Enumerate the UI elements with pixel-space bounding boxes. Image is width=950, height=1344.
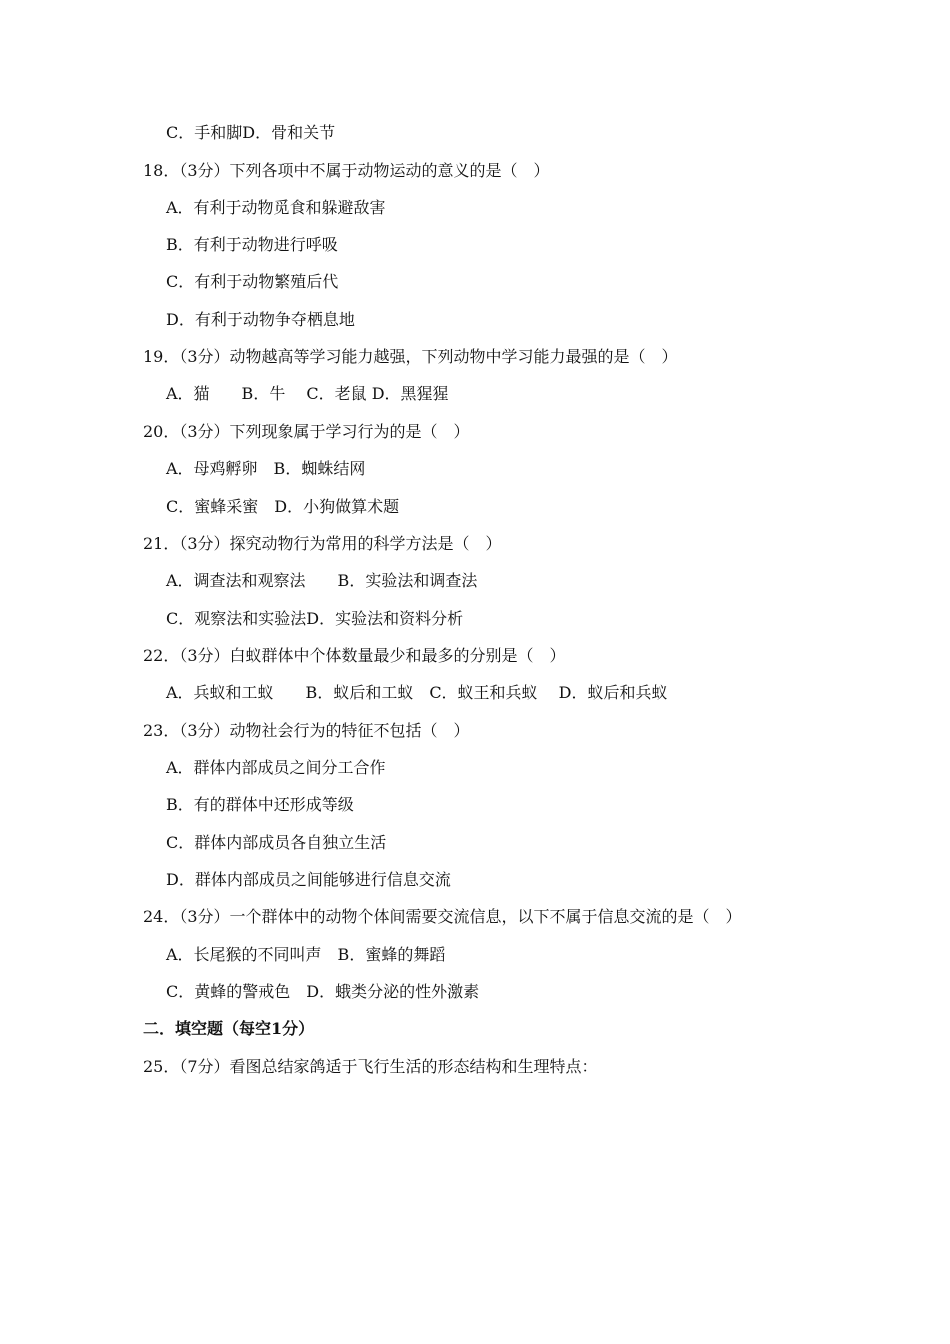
q23-option-c: C．群体内部成员各自独立生活	[166, 833, 387, 852]
q19-stem: 19．（3分）动物越高等学习能力越强，下列动物中学习能力最强的是（ ）	[143, 347, 678, 366]
q18-option-a: A．有利于动物觅食和躲避敌害	[166, 198, 386, 217]
q22-stem: 22．（3分）白蚁群体中个体数量最少和最多的分别是（ ）	[143, 646, 566, 665]
section-heading-fill-in: 二．填空题（每空1分）	[143, 1019, 315, 1038]
q23-option-a: A．群体内部成员之间分工合作	[166, 758, 386, 777]
q24-options-ab: A．长尾猴的不同叫声 B．蜜蜂的舞蹈	[166, 945, 446, 964]
q23-option-b: B．有的群体中还形成等级	[166, 795, 354, 814]
q20-options-ab: A．母鸡孵卵 B．蜘蛛结网	[166, 459, 366, 478]
q20-options-cd: C．蜜蜂采蜜 D．小狗做算术题	[166, 497, 400, 516]
q21-stem: 21．（3分）探究动物行为常用的科学方法是（ ）	[143, 534, 502, 553]
q25-stem: 25．（7分）看图总结家鸽适于飞行生活的形态结构和生理特点：	[143, 1057, 598, 1076]
q17-option-cd: C．手和脚D．骨和关节	[166, 123, 336, 142]
q18-option-c: C．有利于动物繁殖后代	[166, 272, 339, 291]
q18-stem: 18．（3分）下列各项中不属于动物运动的意义的是（ ）	[143, 161, 550, 180]
q18-option-b: B．有利于动物进行呼吸	[166, 235, 338, 254]
q23-stem: 23．（3分）动物社会行为的特征不包括（ ）	[143, 721, 470, 740]
q24-stem: 24．（3分）一个群体中的动物个体间需要交流信息，以下不属于信息交流的是（ ）	[143, 907, 742, 926]
q24-options-cd: C．黄蜂的警戒色 D．蛾类分泌的性外激素	[166, 982, 480, 1001]
q20-stem: 20．（3分）下列现象属于学习行为的是（ ）	[143, 422, 470, 441]
q23-option-d: D．群体内部成员之间能够进行信息交流	[166, 870, 451, 889]
q18-option-d: D．有利于动物争夺栖息地	[166, 310, 355, 329]
q21-options-ab: A．调查法和观察法 B．实验法和调查法	[166, 571, 478, 590]
q19-options: A．猫 B．牛 C．老鼠 D．黑猩猩	[166, 384, 449, 403]
q21-options-cd: C．观察法和实验法D．实验法和资料分析	[166, 609, 464, 628]
q22-options: A．兵蚁和工蚁 B．蚁后和工蚁 C．蚁王和兵蚁 D．蚁后和兵蚁	[166, 683, 668, 702]
